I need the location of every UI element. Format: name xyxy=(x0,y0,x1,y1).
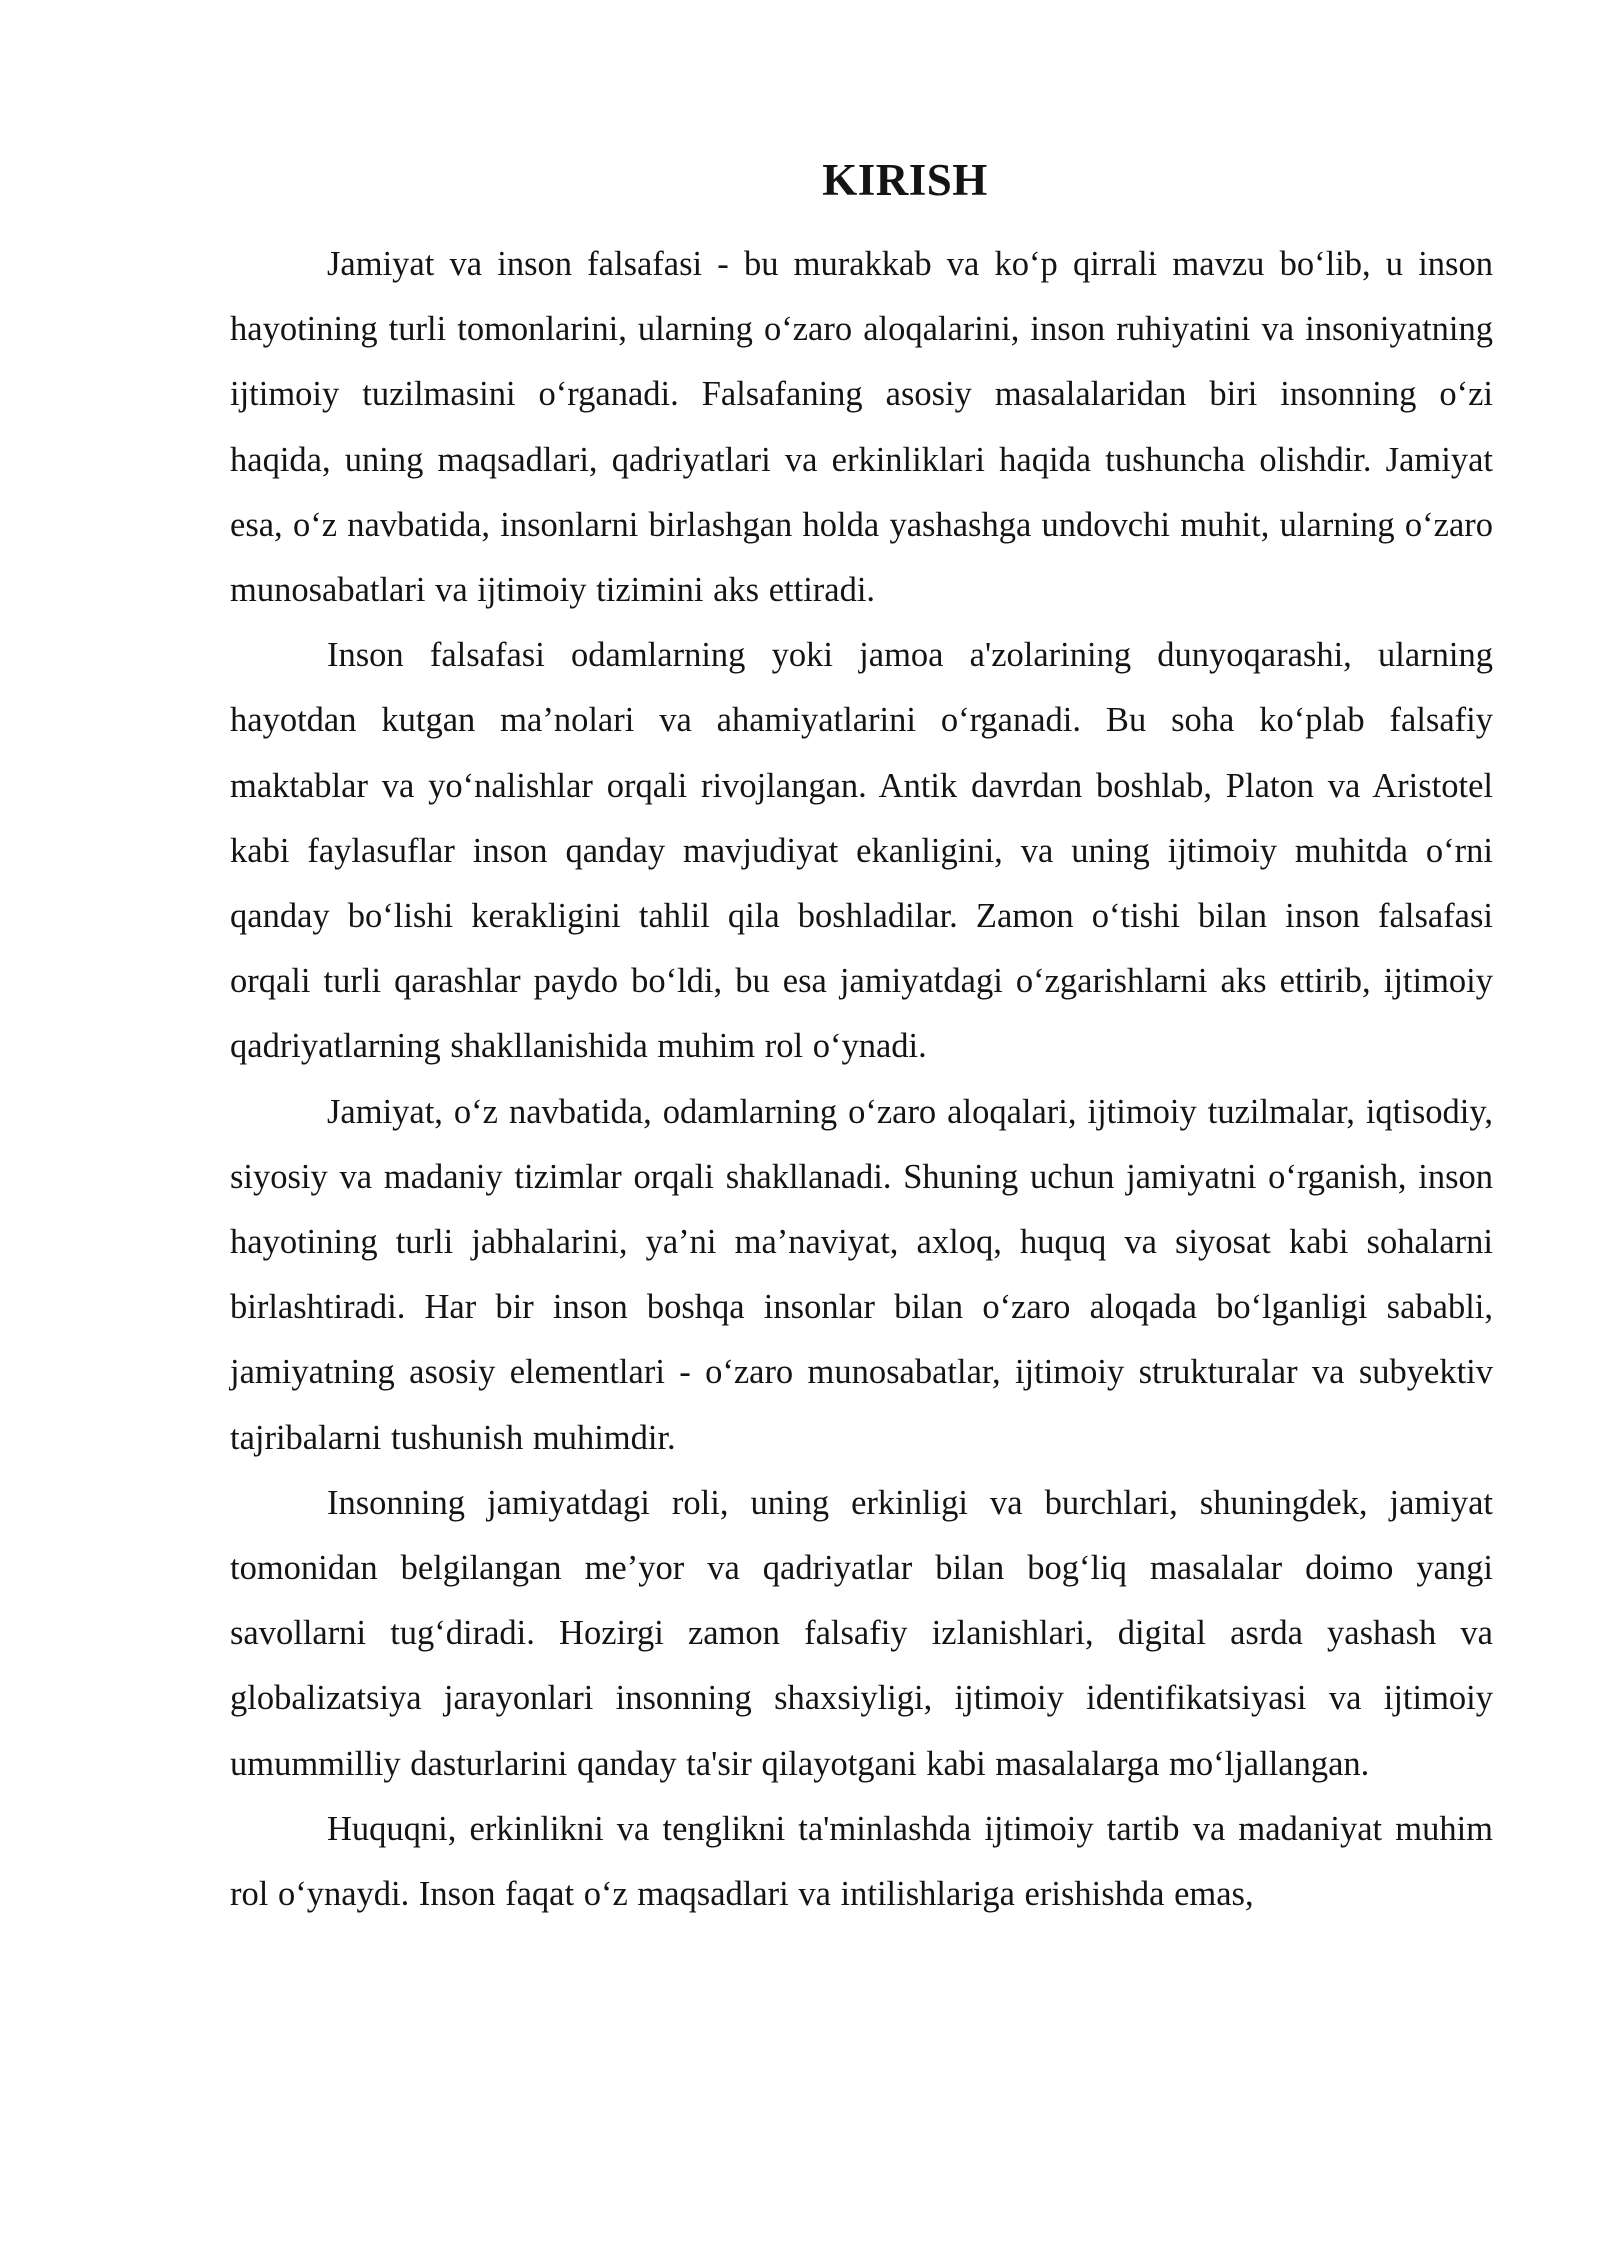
paragraph-5: Huquqni, erkinlikni va tenglikni ta'minlashda ijtimoiy tartib va madaniyat muhim rol o‘ynaydi. Inson faqat o‘z maqsadlari va intilishlariga erishishda emas, xyxy=(230,1809,1493,1914)
paragraph-2: Inson falsafasi odamlarning yoki jamoa a'zolarining dunyoqarashi, ularning hayotdan kutgan ma’nolari va ahamiyatlarini o‘rganadi. Bu soha ko‘plab falsafiy maktablar va yo‘nalishlar orqali rivojlangan. Antik davrdan boshlab, Platon va Aristotel kabi faylasuflar inson qanday mavjudiyat ekanligini, va uning ijtimoiy muhitda o‘rni qanday bo‘lishi kerakligini tahlil qila boshladilar. Zamon o‘tishi bilan inson falsafasi orqali turli qarashlar paydo bo‘ldi, bu esa jamiyatdagi o‘zgarishlarni aks ettirib, ijtimoiy qadriyatlarning shakllanishida muhim rol o‘ynadi. xyxy=(230,636,1493,1066)
paragraph-4: Insonning jamiyatdagi roli, uning erkinligi va burchlari, shuningdek, jamiyat tomonidan belgilangan me’yor va qadriyatlar bilan bog‘liq masalalar doimo yangi savollarni tug‘diradi. Hozirgi zamon falsafiy izlanishlari, digital asrda yashash va globalizatsiya jarayonlari insonning shaxsiyligi, ijtimoiy identifikatsiyasi va ijtimoiy umummilliy dasturlarini qanday ta'sir qilayotgani kabi masalalarga mo‘ljallangan. xyxy=(230,1483,1493,1783)
page-title: KIRISH xyxy=(822,155,988,205)
paragraph-1: Jamiyat va inson falsafasi - bu murakkab va ko‘p qirrali mavzu bo‘lib, u inson hayotining turli tomonlarini, ularning o‘zaro aloqalarini, inson ruhiyatini va insoniyatning ijtimoiy tuzilmasini o‘rganadi. Falsafaning asosiy masalalaridan biri insonning o‘zi haqida, uning maqsadlari, qadriyatlari va erkinliklari haqida tushuncha olishdir. Jamiyat esa, o‘z navbatida, insonlarni birlashgan holda yashashga undovchi muhit, ularning o‘zaro munosabatlari va ijtimoiy tizimini aks ettiradi. xyxy=(230,245,1493,610)
document-body xyxy=(230,232,1493,1927)
paragraph-3: Jamiyat, o‘z navbatida, odamlarning o‘zaro aloqalari, ijtimoiy tuzilmalar, iqtisodiy, siyosiy va madaniy tizimlar orqali shakllanadi. Shuning uchun jamiyatni o‘rganish, inson hayotining turli jabhalarini, ya’ni ma’naviyat, axloq, huquq va siyosat kabi sohalarni birlashtiradi. Har bir inson boshqa insonlar bilan o‘zaro aloqada bo‘lganligi sababli, jamiyatning asosiy elementlari - o‘zaro munosabatlar, ijtimoiy strukturalar va subyektiv tajribalarni tushunish muhimdir. xyxy=(230,1092,1493,1457)
